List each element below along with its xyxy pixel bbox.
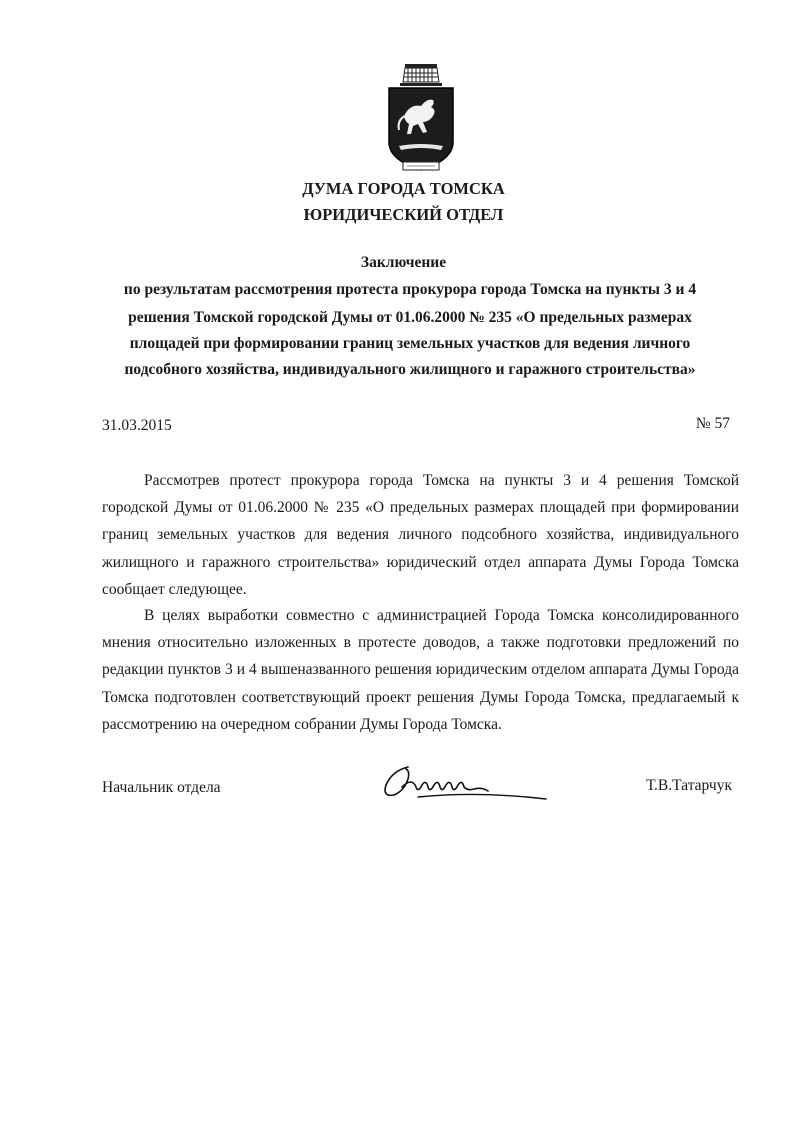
- document-number: № 57: [695, 415, 730, 432]
- handwritten-signature: [378, 757, 548, 805]
- tomsk-coat-of-arms-icon: [383, 64, 459, 176]
- subject-line: площадей при формировании границ земельных участков для ведения личного: [129, 335, 691, 352]
- subject-line: по результатам рассмотрения протеста прокурора города Томска на пункты 3 и 4: [123, 281, 697, 298]
- body-paragraph: В целях выработки совместно с администрацией Города Томска консолидированного мнения относительно изложенных в протесте доводов, а также подготовки предложений по редакции пунктов 3 и 4 вышеназванного решения юридическим отделом аппарата Думы Города Томска подготовлен соответствующий проект решения Думы Города Томска, предлагаемый к рассмотрению на очередном собрании Думы Города Томска.: [102, 607, 739, 733]
- organization-name: ДУМА ГОРОДА ТОМСКА: [302, 179, 505, 198]
- body-paragraph: Рассмотрев протест прокурора города Томска на пункты 3 и 4 решения Томской городской Думы от 01.06.2000 № 235 «О предельных размерах площадей при формировании границ земельных участков для ведения личного подсобного хозяйства, индивидуального жилищного и гаражного строительства» юридический отдел аппарата Думы Города Томска сообщает следующее.: [102, 472, 739, 598]
- subject-line: подсобного хозяйства, индивидуального жилищного и гаражного строительства»: [124, 361, 696, 378]
- signatory-role: Начальник отдела: [102, 779, 221, 796]
- signatory-name: Т.В.Татарчук: [646, 777, 732, 794]
- document-title: Заключение: [360, 254, 447, 271]
- subject-line: решения Томской городской Думы от 01.06.2000 № 235 «О предельных размерах: [128, 309, 692, 326]
- document-date: 31.03.2015: [102, 417, 172, 434]
- department-name: ЮРИДИЧЕСКИЙ ОТДЕЛ: [303, 205, 504, 224]
